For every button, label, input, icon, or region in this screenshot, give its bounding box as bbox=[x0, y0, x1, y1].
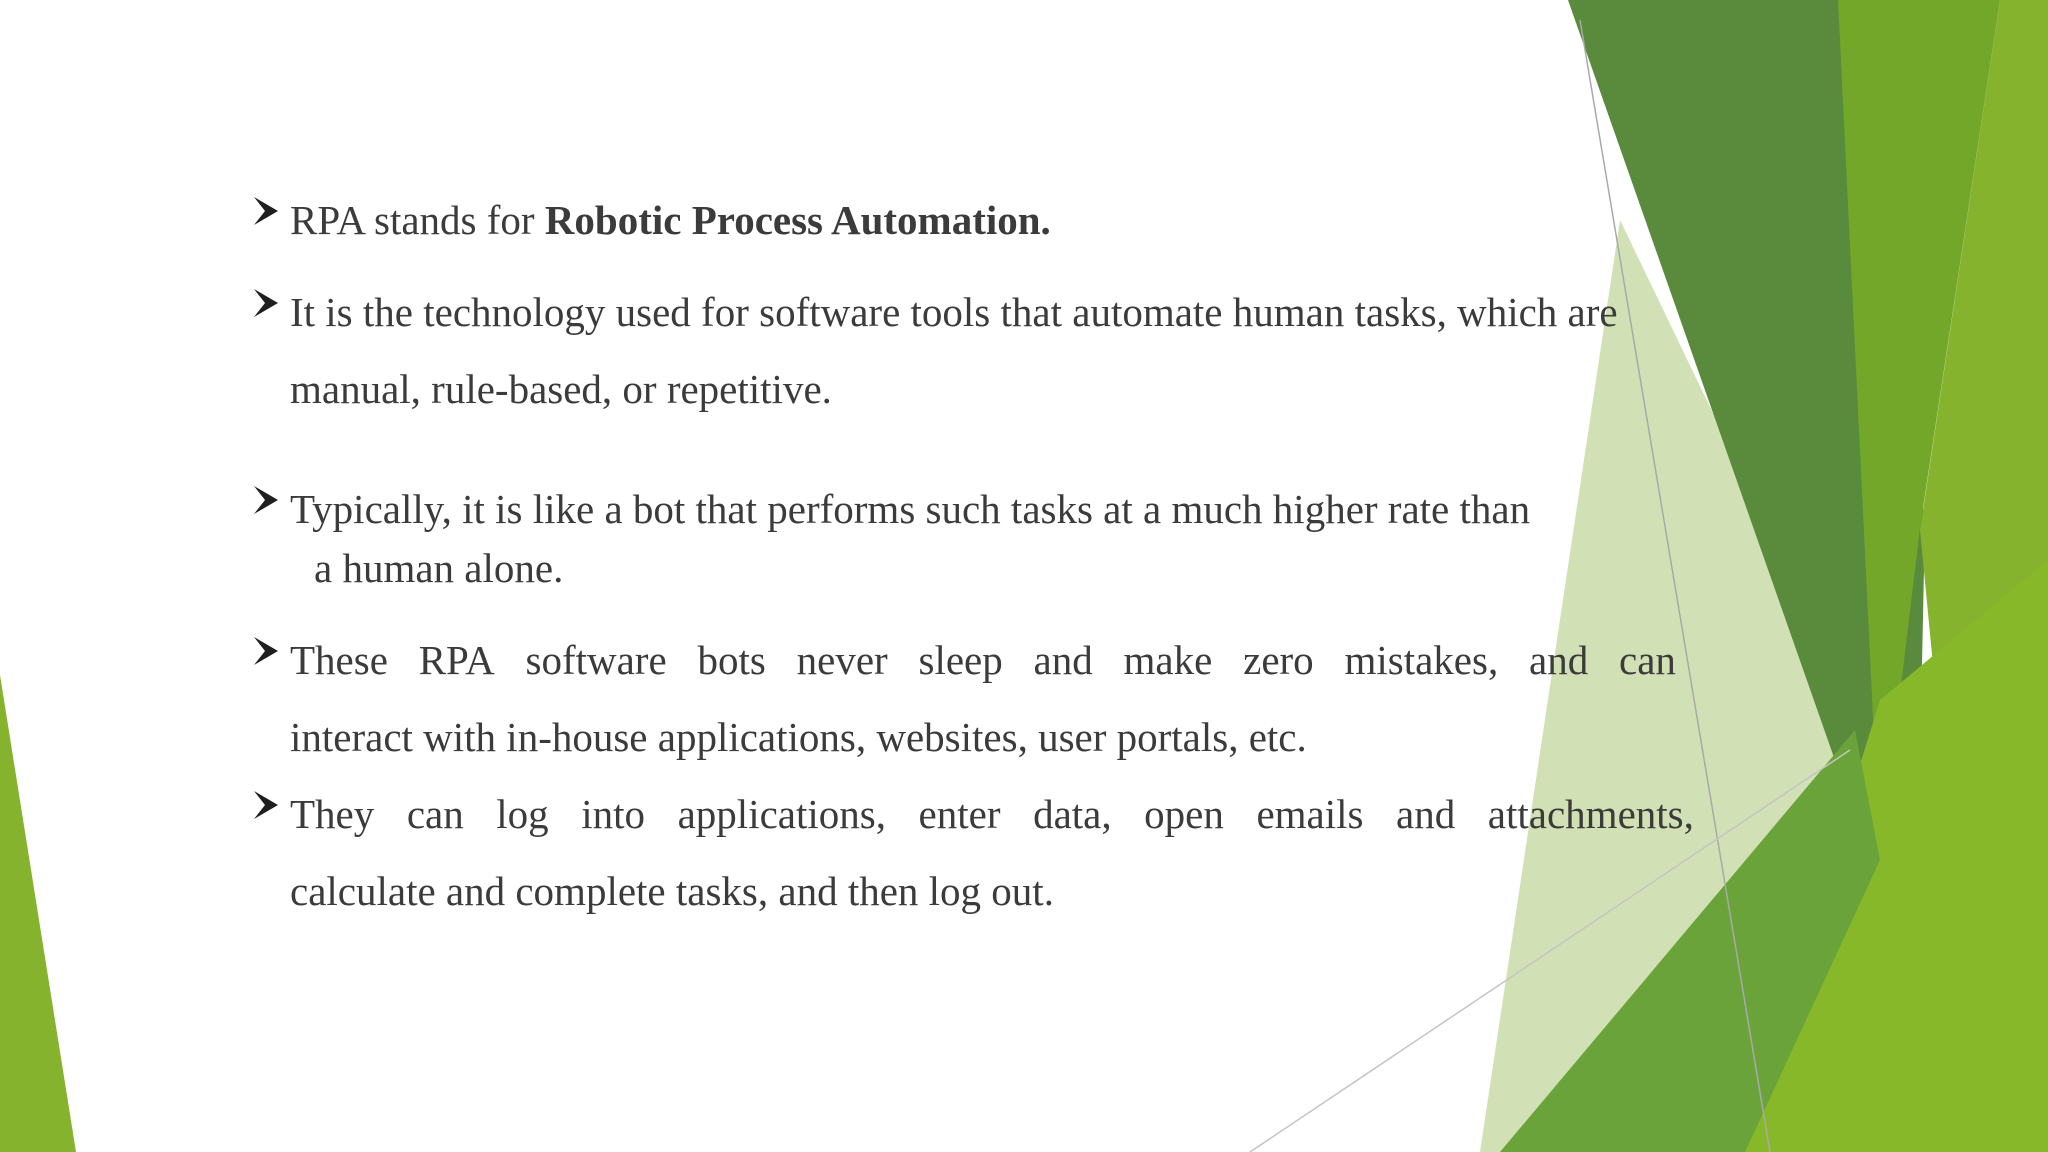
bullet-word: and bbox=[1033, 637, 1093, 683]
bullet-line: manual, rule-based, or repetitive. bbox=[290, 366, 832, 412]
bullet-line-justified bbox=[290, 636, 1676, 684]
bullet-word: never bbox=[796, 637, 888, 683]
bullet-word: mistakes, bbox=[1344, 637, 1499, 683]
bullet-emphasis: Robotic Process Automation. bbox=[544, 197, 1051, 243]
arrow-bullet-icon bbox=[252, 790, 280, 820]
bullet-line: a human alone. bbox=[314, 545, 564, 591]
bullet-line bbox=[290, 196, 1051, 244]
bullet-word: software bbox=[525, 637, 667, 683]
arrow-bullet-icon bbox=[252, 288, 280, 318]
arrow-bullet-icon bbox=[252, 485, 280, 515]
bullet-word: applications, bbox=[677, 791, 886, 837]
bullet-line: It is the technology used for software tools that automate human tasks, which are bbox=[290, 289, 1618, 335]
bullet-line: Typically, it is like a bot that performs such tasks at a much higher rate than bbox=[290, 486, 1531, 532]
bullet-word: can bbox=[1619, 637, 1676, 683]
bullet-word: enter bbox=[918, 791, 1001, 837]
bullet-word: These bbox=[290, 637, 388, 683]
arrow-bullet-icon bbox=[252, 196, 280, 226]
bullet-word: can bbox=[406, 791, 464, 837]
bullet-word: emails bbox=[1256, 791, 1364, 837]
bullet-line: interact with in-house applications, websites, user portals, etc. bbox=[290, 714, 1307, 760]
bullet-word: RPA bbox=[418, 637, 495, 683]
bullet-line: calculate and complete tasks, and then log out. bbox=[290, 868, 1054, 914]
bullet-word: make bbox=[1123, 637, 1213, 683]
bullet-word: sleep bbox=[918, 637, 1003, 683]
bullet-word: and bbox=[1529, 637, 1589, 683]
bullet-word: bots bbox=[697, 637, 766, 683]
bullet-word: zero bbox=[1243, 637, 1314, 683]
bullet-text: RPA stands for bbox=[290, 197, 545, 243]
bullet-word: data, bbox=[1033, 791, 1112, 837]
bullet-word: open bbox=[1144, 791, 1224, 837]
bullet-word: attachments, bbox=[1487, 791, 1694, 837]
bullet-word: and bbox=[1396, 791, 1456, 837]
bullet-word: into bbox=[581, 791, 646, 837]
arrow-bullet-icon bbox=[252, 636, 280, 666]
bullet-word: They bbox=[290, 791, 375, 837]
bullet-word: log bbox=[496, 791, 549, 837]
bullet-line-justified bbox=[290, 790, 1694, 838]
